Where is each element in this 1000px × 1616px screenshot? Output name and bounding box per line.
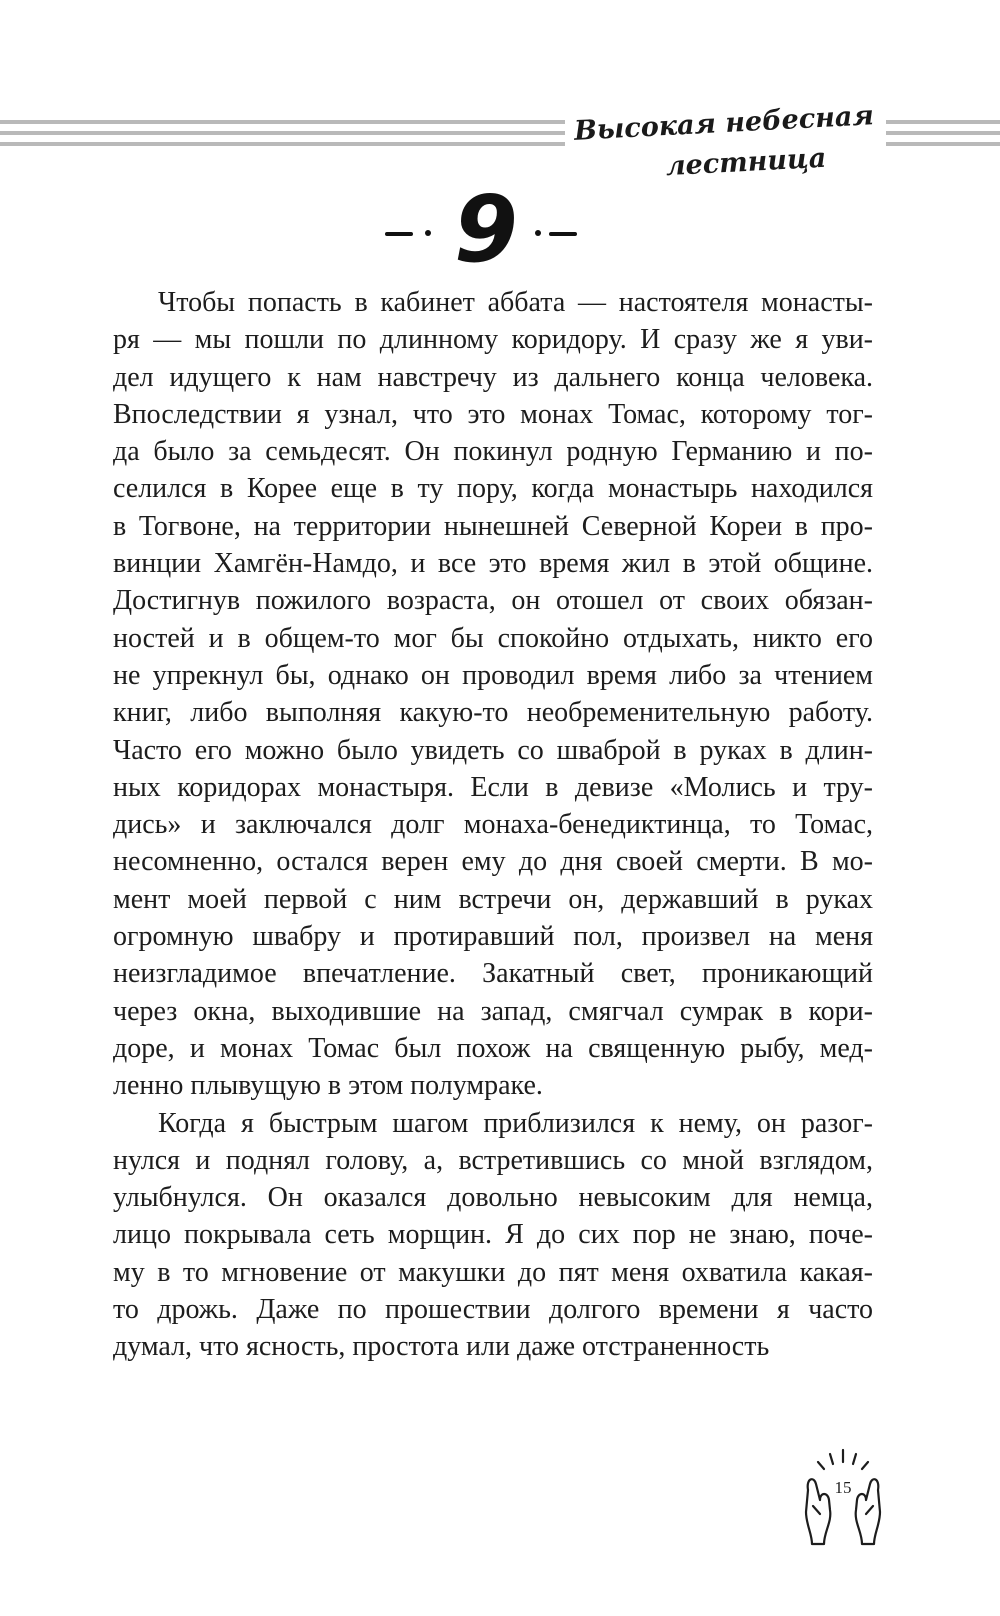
text-line: селился в Корее еще в ту пору, когда монастырь находился bbox=[113, 473, 873, 505]
text-line: дись» и заключался долг монаха-бенедиктинца, то Томас, bbox=[113, 809, 873, 841]
header-rule-left-1 bbox=[0, 120, 565, 124]
text-line: мент моей первой с ним встречи он, державший в руках bbox=[113, 883, 873, 915]
text-line: ря — мы пошли по длинному коридору. И сразу же я уви- bbox=[113, 324, 873, 356]
text-line: думал, что ясность, простота или даже отстраненность bbox=[113, 1331, 770, 1363]
text-line: улыбнулся. Он оказался довольно невысоким для немца, bbox=[113, 1182, 873, 1214]
text-line: Часто его можно было увидеть со шваброй в руках в длин- bbox=[113, 734, 873, 766]
text-line: ностей и в общем-то мог бы спокойно отдыхать, никто его bbox=[113, 622, 873, 654]
page-number: 15 bbox=[834, 1478, 852, 1497]
body-text bbox=[113, 284, 873, 1366]
text-line: лицо покрывала сеть морщин. Я до сих пор не знаю, поче- bbox=[113, 1219, 873, 1251]
text-line: Когда я быстрым шагом приблизился к нему, он разог- bbox=[158, 1107, 873, 1139]
chapter-dot-left bbox=[425, 230, 431, 236]
text-line: то дрожь. Даже по прошествии долгого времени я часто bbox=[113, 1294, 873, 1326]
text-line: дел идущего к нам навстречу из дальнего конца человека. bbox=[113, 361, 873, 393]
text-line: через окна, выходившие на запад, смягчал сумрак в кори- bbox=[113, 995, 873, 1027]
text-line: доре, и монах Томас был похож на священную рыбу, мед- bbox=[113, 1032, 873, 1064]
chapter-dash-right bbox=[549, 232, 577, 236]
text-line: да было за семьдесят. Он покинул родную Германию и по- bbox=[113, 436, 873, 468]
chapter-heading bbox=[385, 176, 585, 285]
text-line: огромную швабру и протиравший пол, произвел на меня bbox=[113, 921, 873, 953]
text-line: неизгладимое впечатление. Закатный свет, проникающий bbox=[113, 958, 873, 990]
folio bbox=[800, 1448, 886, 1548]
text-line: Достигнув пожилого возраста, он отошел от своих обязан- bbox=[113, 585, 873, 617]
running-head-line-1: Высокая небесная bbox=[573, 100, 875, 147]
header-rule-right-2 bbox=[886, 131, 1000, 135]
text-line: нулся и поднял голову, а, встретившись со мной взглядом, bbox=[113, 1144, 873, 1176]
text-line: Впоследствии я узнал, что это монах Томас, которому тог- bbox=[113, 398, 873, 430]
text-line: ленно плывущую в этом полумраке. bbox=[113, 1070, 543, 1102]
text-line: му в то мгновение от макушки до пят меня охватила какая- bbox=[113, 1256, 873, 1288]
text-line: не упрекнул бы, однако он проводил время либо за чтением bbox=[113, 659, 873, 691]
header-rule-right-1 bbox=[886, 120, 1000, 124]
chapter-dash-left bbox=[385, 232, 413, 236]
running-head bbox=[573, 96, 877, 192]
praying-hands-icon bbox=[800, 1448, 886, 1548]
running-head-line-2: лестница bbox=[665, 142, 827, 183]
chapter-number: 9 bbox=[453, 176, 518, 283]
header-rule-left-2 bbox=[0, 131, 565, 135]
text-line: книг, либо выполняя какую-то необременительную работу. bbox=[113, 697, 873, 729]
chapter-dot-right bbox=[535, 230, 541, 236]
text-line: винции Хамгён-Намдо, и все это время жил в этой общине. bbox=[113, 548, 873, 580]
text-line: в Тогвоне, на территории нынешней Северной Кореи в про- bbox=[113, 510, 873, 542]
text-line: Чтобы попасть в кабинет аббата — настоятеля монасты- bbox=[158, 287, 873, 318]
text-line: несомненно, остался верен ему до дня своей смерти. В мо- bbox=[113, 846, 873, 878]
text-line: ных коридорах монастыря. Если в девизе «Молись и тру- bbox=[113, 771, 873, 803]
header-rule-right-3 bbox=[886, 142, 1000, 146]
header-rule-left-3 bbox=[0, 142, 565, 146]
